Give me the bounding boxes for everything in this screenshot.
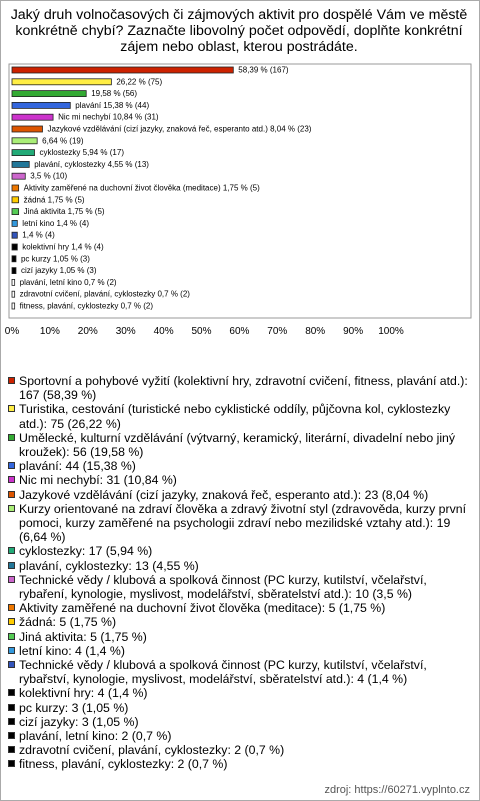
legend-swatch — [8, 405, 15, 412]
legend-text: Sportovní a pohybové vyžití (kolektivní hry, zdravotní cvičení, fitness, plavání atd.): 167 (58,39 %) — [19, 374, 468, 403]
x-tick-label: 40% — [153, 326, 174, 337]
bar-label: cyklostezky 5,94 % (17) — [39, 148, 124, 158]
bar — [12, 161, 29, 167]
bar — [12, 150, 35, 156]
legend-text: letní kino: 4 (1,4 %) — [19, 643, 125, 658]
legend-swatch — [8, 633, 15, 640]
bar — [12, 114, 53, 120]
legend-item — [6, 502, 474, 545]
legend-swatch — [8, 547, 15, 554]
legend-text: Nic mi nechybí: 31 (10,84 %) — [19, 473, 177, 488]
bar-label: Jiná aktivita 1,75 % (5) — [23, 207, 105, 217]
legend-swatch — [8, 434, 15, 441]
bar-label: fitness, plavání, cyklostezky 0,7 % (2) — [19, 301, 154, 311]
legend-item — [6, 559, 474, 573]
x-tick-label: 70% — [267, 326, 288, 337]
bar-label: pc kurzy 1,05 % (3) — [20, 254, 90, 264]
legend-text: Kurzy orientované na zdraví člověka a zdravý životní styl (zdravověda, kurzy první pomoci, kurzy zaměřené na psychologii zdraví nebo mezilidské vztahy atd.): 19 (6,64 %) — [19, 501, 466, 545]
legend-text: Technické vědy / klubová a spolková činnost (PC kurzy, kutilství, včelařství, rybaření, kynologie, myslivost, modelářství, sběratelství atd.): 10 (3,5 %) — [19, 572, 427, 602]
legend-text: plavání, cyklostezky: 13 (4,55 %) — [19, 558, 199, 573]
legend-item — [6, 644, 474, 658]
legend-text: žádná: 5 (1,75 %) — [19, 615, 117, 630]
x-tick-label: 0% — [4, 326, 20, 337]
legend-swatch — [8, 576, 15, 583]
legend-text: pc kurzy: 3 (1,05 %) — [19, 700, 129, 715]
legend-item — [6, 686, 474, 700]
legend-item — [6, 374, 474, 402]
x-tick-label: 100% — [378, 326, 404, 337]
bar-label: žádná 1,75 % (5) — [23, 195, 85, 205]
x-tick-label: 50% — [191, 326, 212, 337]
legend-text: plavání: 44 (15,38 %) — [19, 459, 136, 474]
bar — [12, 220, 17, 226]
legend-item — [6, 630, 474, 644]
legend-text: kolektivní hry: 4 (1,4 %) — [19, 686, 148, 701]
legend-swatch — [8, 704, 15, 711]
bar-label: 26,22 % (75) — [116, 77, 163, 87]
legend-item — [6, 743, 474, 757]
x-tick-label: 20% — [77, 326, 98, 337]
legend-swatch — [8, 462, 15, 469]
legend-swatch — [8, 377, 15, 384]
bar-label: plavání, cyklostezky 4,55 % (13) — [34, 159, 149, 169]
x-tick-label: 30% — [115, 326, 136, 337]
x-tick-label: 80% — [305, 326, 326, 337]
legend-text: zdravotní cvičení, plavání, cyklostezky: 2 (0,7 %) — [19, 743, 285, 758]
legend-swatch — [8, 505, 15, 512]
legend-swatch — [8, 562, 15, 569]
legend-swatch — [8, 689, 15, 696]
legend-swatch — [8, 746, 15, 753]
legend-swatch — [8, 476, 15, 483]
legend-item — [6, 715, 474, 729]
x-tick-label: 90% — [343, 326, 364, 337]
bar-label: 19,58 % (56) — [91, 89, 138, 99]
legend-item — [6, 459, 474, 473]
legend-text: Turistika, cestování (turistické nebo cyklistické oddíly, půjčovna kol, cyklostezky atd.): 75 (26,22 %) — [19, 402, 451, 431]
legend-text: fitness, plavání, cyklostezky: 2 (0,7 %) — [19, 757, 228, 772]
bar — [12, 268, 16, 274]
legend-item — [6, 488, 474, 502]
legend-item — [6, 431, 474, 459]
legend-item — [6, 729, 474, 743]
bar-label: 58,39 % (167) — [238, 65, 289, 75]
bar — [12, 126, 42, 132]
legend-swatch — [8, 491, 15, 498]
bar — [12, 279, 15, 285]
legend-swatch — [8, 760, 15, 767]
bar-label: plavání, letní kino 0,7 % (2) — [19, 277, 117, 287]
legend-swatch — [8, 604, 15, 611]
legend-text: Jiná aktivita: 5 (1,75 %) — [19, 629, 147, 644]
legend-swatch — [8, 718, 15, 725]
legend-text: cizí jazyky: 3 (1,05 %) — [19, 714, 139, 729]
legend-item — [6, 701, 474, 715]
bar — [12, 102, 70, 108]
legend-text: plavání, letní kino: 2 (0,7 %) — [19, 729, 172, 744]
question-title: Jaký druh volnočasových či zájmových aktivit pro dospělé Vám ve městě konkrétně chybí? Zaznačte libovolný počet odpovědí, doplňte konkrétní zájem nebo oblast, kterou postrádáte. — [10, 7, 468, 55]
bar — [12, 91, 86, 97]
bar-label: zdravotní cvičení, plavání, cyklostezky 0,7 % (2) — [19, 289, 190, 299]
legend-item — [6, 402, 474, 430]
bar-label: 1,4 % (4) — [22, 230, 55, 240]
legend-item — [6, 573, 474, 601]
legend-item — [6, 615, 474, 629]
bar — [12, 173, 25, 179]
bar-label: 3,5 % (10) — [30, 171, 68, 181]
bar-label: kolektivní hry 1,4 % (4) — [22, 242, 104, 252]
bar-label: Jazykové vzdělávání (cizí jazyky, znaková řeč, esperanto atd.) 8,04 % (23) — [47, 124, 312, 134]
bar-label: Nic mi nechybí 10,84 % (31) — [58, 112, 159, 122]
legend-swatch — [8, 732, 15, 739]
bar — [12, 303, 15, 309]
source-note: zdroj: https://60271.vyplnto.cz — [324, 784, 470, 796]
bar-label: cizí jazyky 1,05 % (3) — [20, 266, 97, 276]
bar-label: plavání 15,38 % (44) — [75, 100, 150, 110]
bar — [12, 256, 16, 262]
bar — [12, 197, 19, 203]
bar — [12, 185, 19, 191]
bar-label: letní kino 1,4 % (4) — [22, 218, 90, 228]
legend-text: Aktivity zaměřené na duchovní život člověka (meditace): 5 (1,75 %) — [19, 601, 386, 616]
bar — [12, 209, 19, 215]
bar — [12, 244, 17, 250]
bar — [12, 79, 111, 85]
legend-text: Umělecké, kulturní vzdělávání (výtvarný, keramický, literární, divadelní nebo jiný kroužek): 56 (19,58 %) — [19, 430, 456, 460]
legend — [6, 374, 474, 772]
legend-item — [6, 658, 474, 686]
legend-swatch — [8, 618, 15, 625]
x-tick-label: 60% — [229, 326, 250, 337]
bar — [12, 67, 233, 73]
legend-item — [6, 601, 474, 615]
legend-text: cyklostezky: 17 (5,94 %) — [19, 544, 153, 559]
bar — [12, 138, 37, 144]
legend-swatch — [8, 661, 15, 668]
legend-item — [6, 544, 474, 558]
bar-chart — [0, 0, 480, 340]
legend-text: Technické vědy / klubová a spolková činnost (PC kurzy, kutilství, včelařství, rybařství, kynologie, myslivost, modelářství, sběratelství atd.): 4 (1,4 %) — [19, 658, 427, 687]
legend-swatch — [8, 647, 15, 654]
legend-item — [6, 473, 474, 487]
bar — [12, 291, 15, 297]
bar — [12, 232, 17, 238]
bar-label: Aktivity zaměřené na duchovní život člověka (meditace) 1,75 % (5) — [23, 183, 260, 193]
bar-label: 6,64 % (19) — [42, 136, 84, 146]
x-tick-label: 10% — [39, 326, 60, 337]
legend-text: Jazykové vzdělávání (cizí jazyky, znaková řeč, esperanto atd.): 23 (8,04 %) — [19, 487, 429, 502]
legend-item — [6, 757, 474, 771]
